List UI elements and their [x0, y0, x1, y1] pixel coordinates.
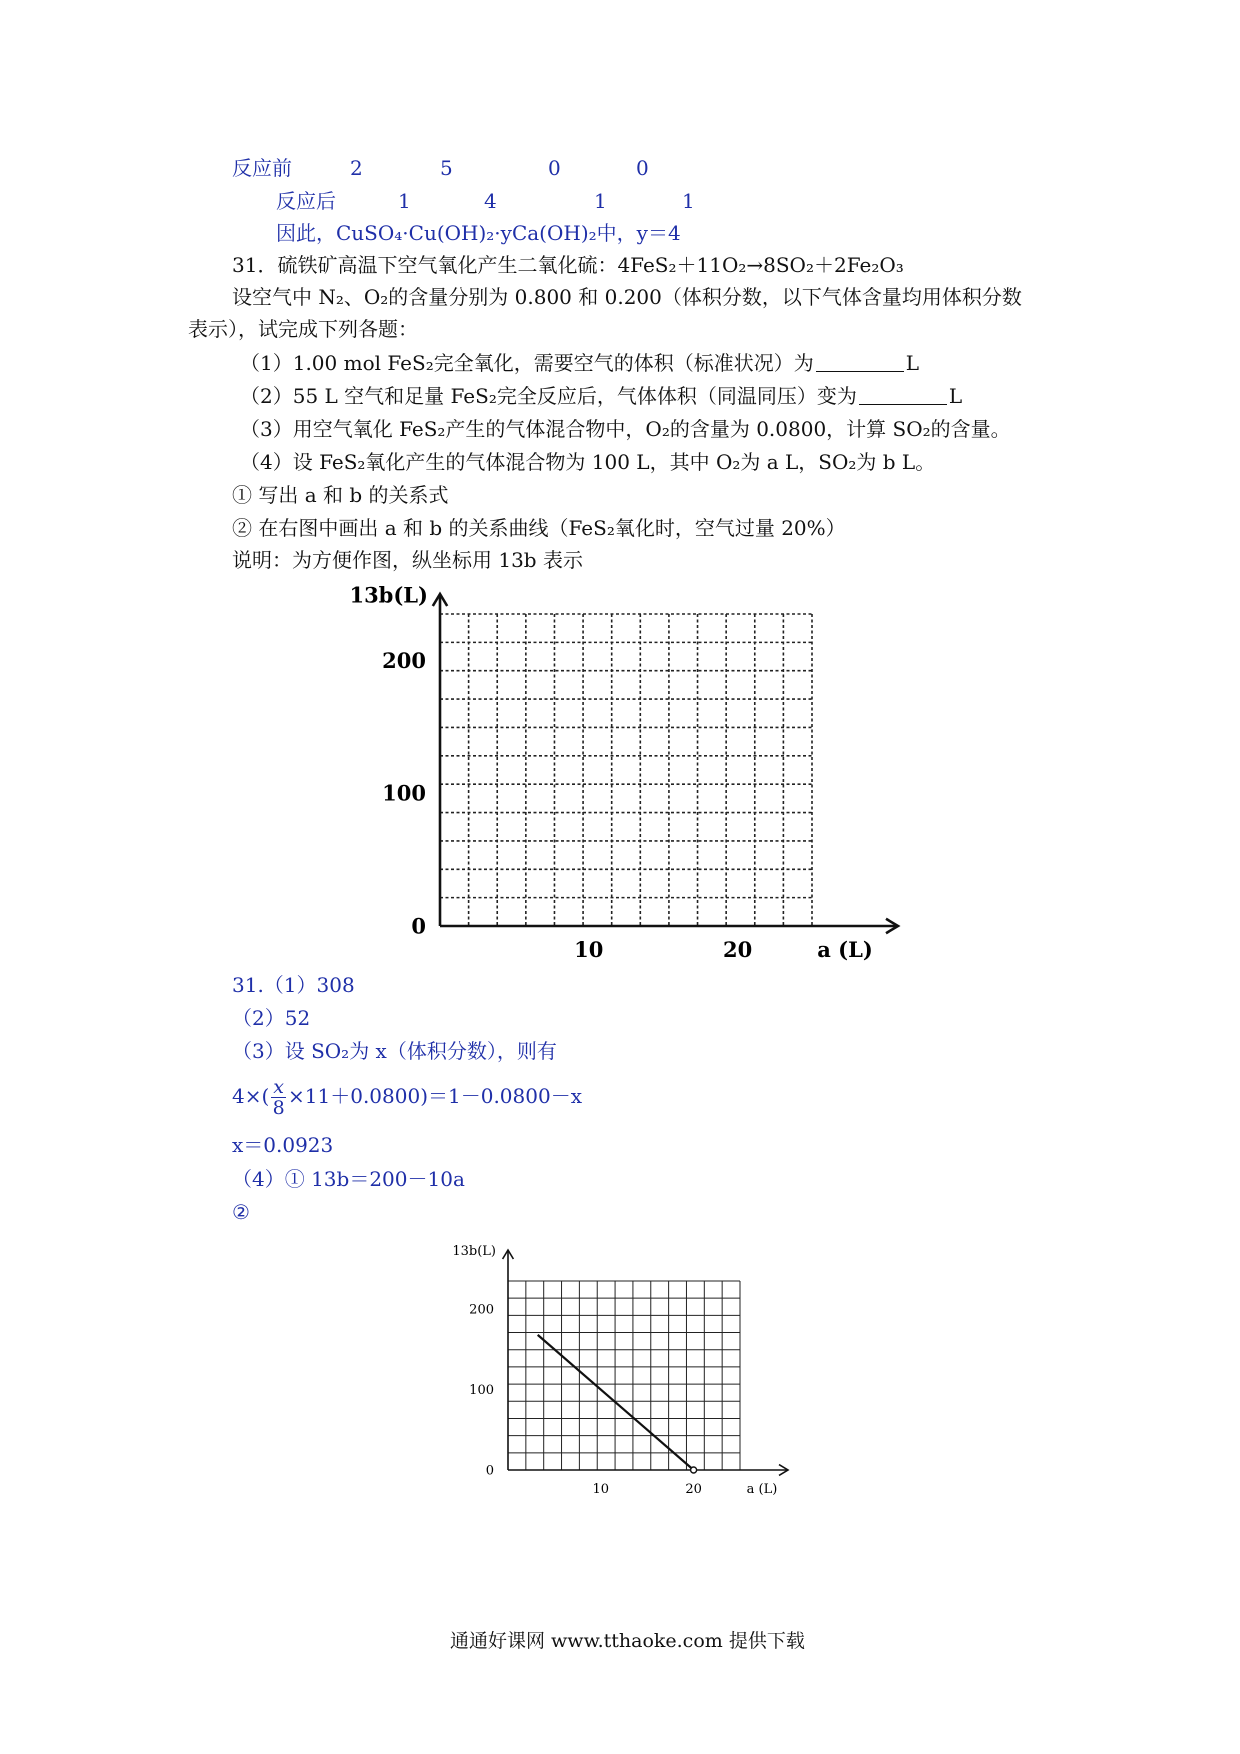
answer-2: （2）52	[232, 1006, 311, 1030]
answer-graph	[440, 1242, 820, 1522]
cell-before-3: 0	[548, 156, 561, 180]
x-axis-label: a (L)	[817, 937, 873, 962]
part-2-text: （2）55 L 空气和足量 FeS₂完全反应后，气体体积（同温同压）变为	[240, 384, 857, 408]
answer-equation	[232, 1072, 582, 1120]
y-tick-label: 100	[382, 780, 426, 806]
equation-fraction	[271, 1077, 286, 1118]
x-tick-label: 20	[685, 1482, 702, 1497]
x-axis-label: a (L)	[746, 1482, 778, 1497]
question-31-heading	[232, 252, 904, 278]
answer-3: （3）设 SO₂为 x（体积分数），则有	[232, 1039, 557, 1063]
y-tick-label: 0	[485, 1463, 494, 1479]
equation-rest: ×11＋0.0800)＝1－0.0800－x	[288, 1084, 582, 1108]
fraction-numerator: x	[273, 1076, 285, 1098]
y-axis-label: 13b(L)	[349, 582, 428, 608]
answer-4-2: ②	[232, 1200, 250, 1224]
part-2	[240, 383, 962, 409]
intro-line-2: 表示），试完成下列各题：	[188, 317, 418, 341]
cell-before-2: 5	[440, 156, 453, 180]
blank-graph	[320, 582, 940, 982]
series-end-point	[691, 1467, 697, 1473]
x-tick-label: 10	[592, 1482, 610, 1497]
fraction-denominator: 8	[272, 1097, 285, 1119]
cell-after-3: 1	[594, 189, 607, 213]
conclusion-line: 因此，CuSO₄·Cu(OH)₂·yCa(OH)₂中，y＝4	[276, 221, 681, 245]
x-result: x＝0.0923	[232, 1133, 334, 1157]
part-3: （3）用空气氧化 FeS₂产生的气体混合物中，O₂的含量为 0.0800，计算 SO₂的含量。	[240, 417, 1011, 441]
row-before-label: 反应前	[232, 156, 292, 180]
question-number: 31．	[232, 253, 278, 277]
part-2-unit: L	[948, 384, 963, 408]
y-tick-label: 200	[382, 647, 426, 673]
y-tick-label: 0	[411, 913, 426, 939]
cell-before-1: 2	[350, 156, 363, 180]
cell-after-4: 1	[682, 189, 695, 213]
cell-after-2: 4	[484, 189, 497, 213]
x-tick-label: 10	[574, 937, 604, 962]
part-4-sub-1: ① 写出 a 和 b 的关系式	[232, 483, 449, 507]
x-tick-label: 20	[722, 937, 753, 962]
answer-blank-2[interactable]	[859, 386, 947, 405]
cell-after-1: 1	[398, 189, 411, 213]
chart-note: 说明：为方便作图，纵坐标用 13b 表示	[232, 548, 583, 572]
answer-blank-1[interactable]	[816, 353, 904, 372]
question-title: 硫铁矿高温下空气氧化产生二氧化硫：	[277, 253, 618, 277]
answer-4-1: （4）① 13b＝200－10a	[232, 1167, 465, 1191]
y-tick-label: 100	[469, 1383, 494, 1399]
answer-1: 31.（1）308	[232, 973, 355, 997]
footer: 通通好课网 www.tthaoke.com 提供下载	[450, 1630, 805, 1652]
equation-lead: 4×(	[232, 1084, 270, 1108]
part-4-sub-2: ② 在右图中画出 a 和 b 的关系曲线（FeS₂氧化时，空气过量 20%）	[232, 516, 846, 540]
y-axis-label: 13b(L)	[452, 1244, 496, 1260]
cell-before-4: 0	[636, 156, 649, 180]
part-1-unit: L	[905, 351, 919, 375]
part-1	[240, 350, 919, 376]
row-after-label: 反应后	[276, 189, 336, 213]
part-1-text: （1）1.00 mol FeS₂完全氧化，需要空气的体积（标准状况）为	[240, 351, 814, 375]
reaction-equation: 4FeS₂＋11O₂→8SO₂＋2Fe₂O₃	[617, 253, 904, 277]
intro-line-1: 设空气中 N₂、O₂的含量分别为 0.800 和 0.200（体积分数，以下气体含量均用体积分数	[232, 285, 1022, 309]
y-tick-label: 200	[469, 1302, 494, 1318]
part-4: （4）设 FeS₂氧化产生的气体混合物为 100 L，其中 O₂为 a L，SO₂为 b L。	[240, 450, 936, 474]
